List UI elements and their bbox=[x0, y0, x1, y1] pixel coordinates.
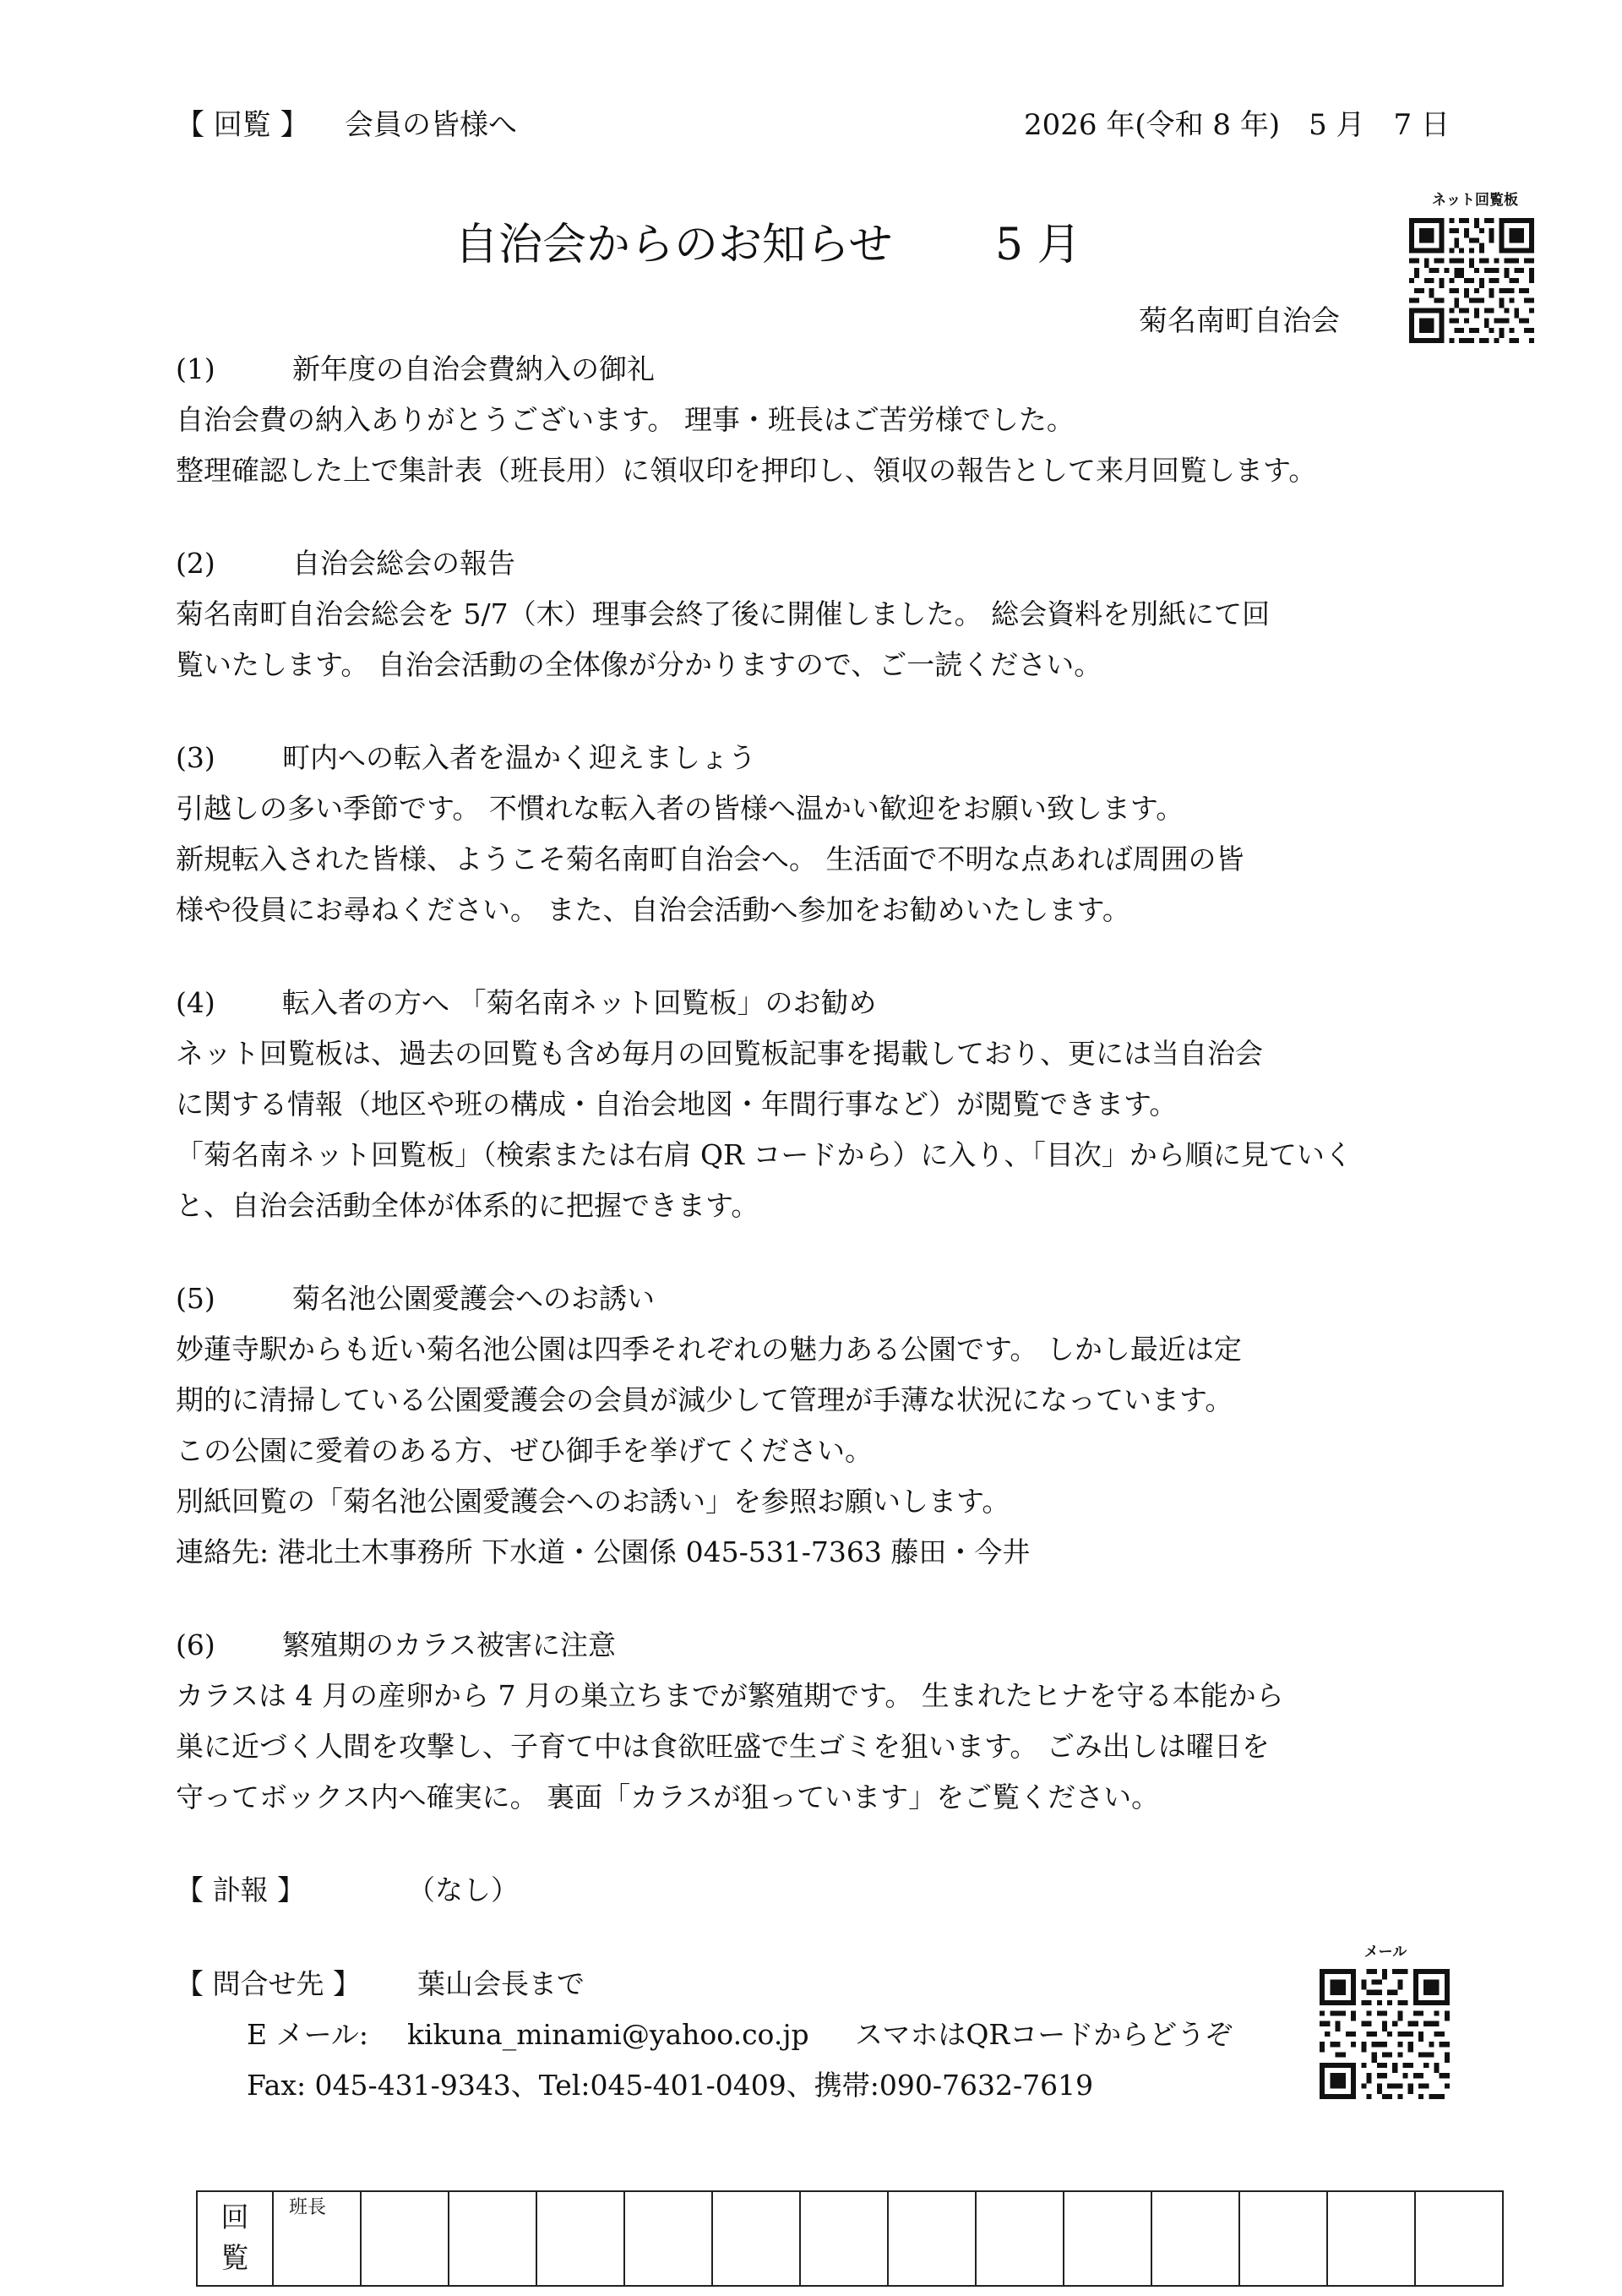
phone-numbers: Fax: 045-431-9343、Tel:045-401-0409、携帯:090-7632-7619 bbox=[247, 2069, 1094, 2102]
kairan-tag: 【 回覧 】 bbox=[176, 108, 309, 142]
section-2-heading: 自治会総会の報告 bbox=[292, 547, 515, 580]
section-5-line: この公園に愛着のある方、ぜひ御手を挙げてください。 bbox=[176, 1434, 873, 1467]
email-label: E メール: bbox=[247, 2018, 369, 2051]
stamp-cell[interactable] bbox=[800, 2191, 888, 2286]
net-kairan-qr-code-icon[interactable] bbox=[1409, 218, 1534, 343]
qr-note: スマホはQRコードからどうぞ bbox=[855, 2018, 1233, 2051]
stamp-cell[interactable] bbox=[1151, 2191, 1239, 2286]
stamp-cell-hanchou[interactable] bbox=[273, 2191, 361, 2286]
obituary-tag: 【 訃報 】 bbox=[176, 1873, 305, 1906]
stamp-cell[interactable] bbox=[888, 2191, 976, 2286]
section-1-line: 整理確認した上で集計表（班長用）に領収印を押印し、領収の報告として来月回覧します。 bbox=[176, 454, 1317, 487]
recipient: 会員の皆様へ bbox=[345, 108, 517, 142]
stamp-cell[interactable] bbox=[976, 2191, 1064, 2286]
stamp-cell[interactable] bbox=[712, 2191, 800, 2286]
stamp-cell[interactable] bbox=[1415, 2191, 1503, 2286]
section-6-line: カラスは 4 月の産卵から 7 月の巣立ちまでが繁殖期です。 生まれたヒナを守る本能から bbox=[176, 1679, 1284, 1712]
section-5-line: 別紙回覧の「菊名池公園愛護会へのお誘い」を参照お願いします。 bbox=[176, 1485, 1010, 1518]
section-3-number: (3) bbox=[176, 741, 215, 774]
section-6-line: 守ってボックス内へ確実に。 裏面「カラスが狙っています」をご覧ください。 bbox=[176, 1781, 1160, 1813]
section-3-line: 引越しの多い季節です。 不慣れな転入者の皆様へ温かい歓迎をお願い致します。 bbox=[176, 792, 1184, 825]
stamp-cell[interactable] bbox=[1327, 2191, 1415, 2286]
obituary-value: （なし） bbox=[407, 1873, 519, 1906]
section-1-heading: 新年度の自治会費納入の御礼 bbox=[292, 352, 655, 385]
stamp-cell[interactable] bbox=[1064, 2191, 1151, 2286]
section-4-line: に関する情報（地区や班の構成・自治会地図・年間行事など）が閲覧できます。 bbox=[176, 1088, 1178, 1121]
hanchou-label: 班長 bbox=[289, 2197, 327, 2218]
section-5-line: 妙蓮寺駅からも近い菊名池公園は四季それぞれの魅力ある公園です。 しかし最近は定 bbox=[176, 1333, 1242, 1366]
stamp-cell[interactable] bbox=[1239, 2191, 1327, 2286]
section-1-number: (1) bbox=[176, 352, 215, 385]
stamp-cell[interactable] bbox=[624, 2191, 712, 2286]
mail-qr-code-icon[interactable] bbox=[1320, 1969, 1450, 2099]
qr-mail-label: メール bbox=[1363, 1944, 1407, 1961]
organization-name: 菊名南町自治会 bbox=[1139, 304, 1340, 338]
section-4-line: 「菊名南ネット回覧板」（検索または右肩 QR コードから）に入り、「目次」から順に見ていく bbox=[176, 1138, 1353, 1171]
section-2-number: (2) bbox=[176, 547, 215, 580]
document-date: 2026 年(令和 8 年) 5 月 7 日 bbox=[1024, 108, 1450, 142]
section-3-line: 様や役員にお尋ねください。 また、自治会活動へ参加をお勧めいたします。 bbox=[176, 893, 1130, 926]
section-3-line: 新規転入された皆様、ようこそ菊名南町自治会へ。 生活面で不明な点あれば周囲の皆 bbox=[176, 843, 1244, 875]
section-5-contact-line: 連絡先: 港北土木事務所 下水道・公園係 045-531-7363 藤田・今井 bbox=[176, 1535, 1031, 1568]
section-2-line: 菊名南町自治会総会を 5/7（木）理事会終了後に開催しました。 総会資料を別紙にて回 bbox=[176, 597, 1271, 630]
section-1-line: 自治会費の納入ありがとうございます。 理事・班長はご苦労様でした。 bbox=[176, 403, 1075, 436]
section-4-line: と、自治会活動全体が体系的に把握できます。 bbox=[176, 1189, 759, 1222]
section-6-line: 巣に近づく人間を攻撃し、子育て中は食欲旺盛で生ゴミを狙います。 ごみ出しは曜日を bbox=[176, 1730, 1270, 1763]
stamp-cell[interactable] bbox=[449, 2191, 536, 2286]
email-link[interactable]: kikuna_minami@yahoo.co.jp bbox=[407, 2018, 809, 2051]
section-5-number: (5) bbox=[176, 1282, 215, 1315]
circulation-stamp-table bbox=[196, 2190, 1504, 2287]
contact-tag: 【 問合せ先 】 bbox=[176, 1967, 361, 2000]
qr-net-label: ネット回覧板 bbox=[1432, 192, 1518, 209]
section-3-heading: 町内への転入者を温かく迎えましょう bbox=[282, 741, 756, 774]
circulation-label-bottom: 覧 bbox=[220, 2241, 249, 2274]
circulation-label bbox=[197, 2191, 273, 2286]
section-5-heading: 菊名池公園愛護会へのお誘い bbox=[292, 1282, 655, 1315]
section-4-line: ネット回覧板は、過去の回覧も含め毎月の回覧板記事を掲載しており、更には当自治会 bbox=[176, 1037, 1263, 1070]
page-title: 自治会からのお知らせ bbox=[454, 220, 893, 270]
section-4-number: (4) bbox=[176, 986, 215, 1019]
circulation-label-top: 回 bbox=[220, 2201, 249, 2233]
section-6-number: (6) bbox=[176, 1628, 215, 1661]
section-4-heading: 転入者の方へ 「菊名南ネット回覧板」のお勧め bbox=[282, 986, 877, 1019]
contact-person: 葉山会長まで bbox=[417, 1967, 585, 2000]
section-2-line: 覧いたします。 自治会活動の全体像が分かりますので、ご一読ください。 bbox=[176, 648, 1102, 681]
section-6-heading: 繁殖期のカラス被害に注意 bbox=[282, 1628, 617, 1661]
section-5-line: 期的に清掃している公園愛護会の会員が減少して管理が手薄な状況になっています。 bbox=[176, 1383, 1233, 1416]
stamp-cell[interactable] bbox=[536, 2191, 624, 2286]
page-title-month: 5 月 bbox=[995, 220, 1081, 270]
stamp-cell[interactable] bbox=[361, 2191, 449, 2286]
